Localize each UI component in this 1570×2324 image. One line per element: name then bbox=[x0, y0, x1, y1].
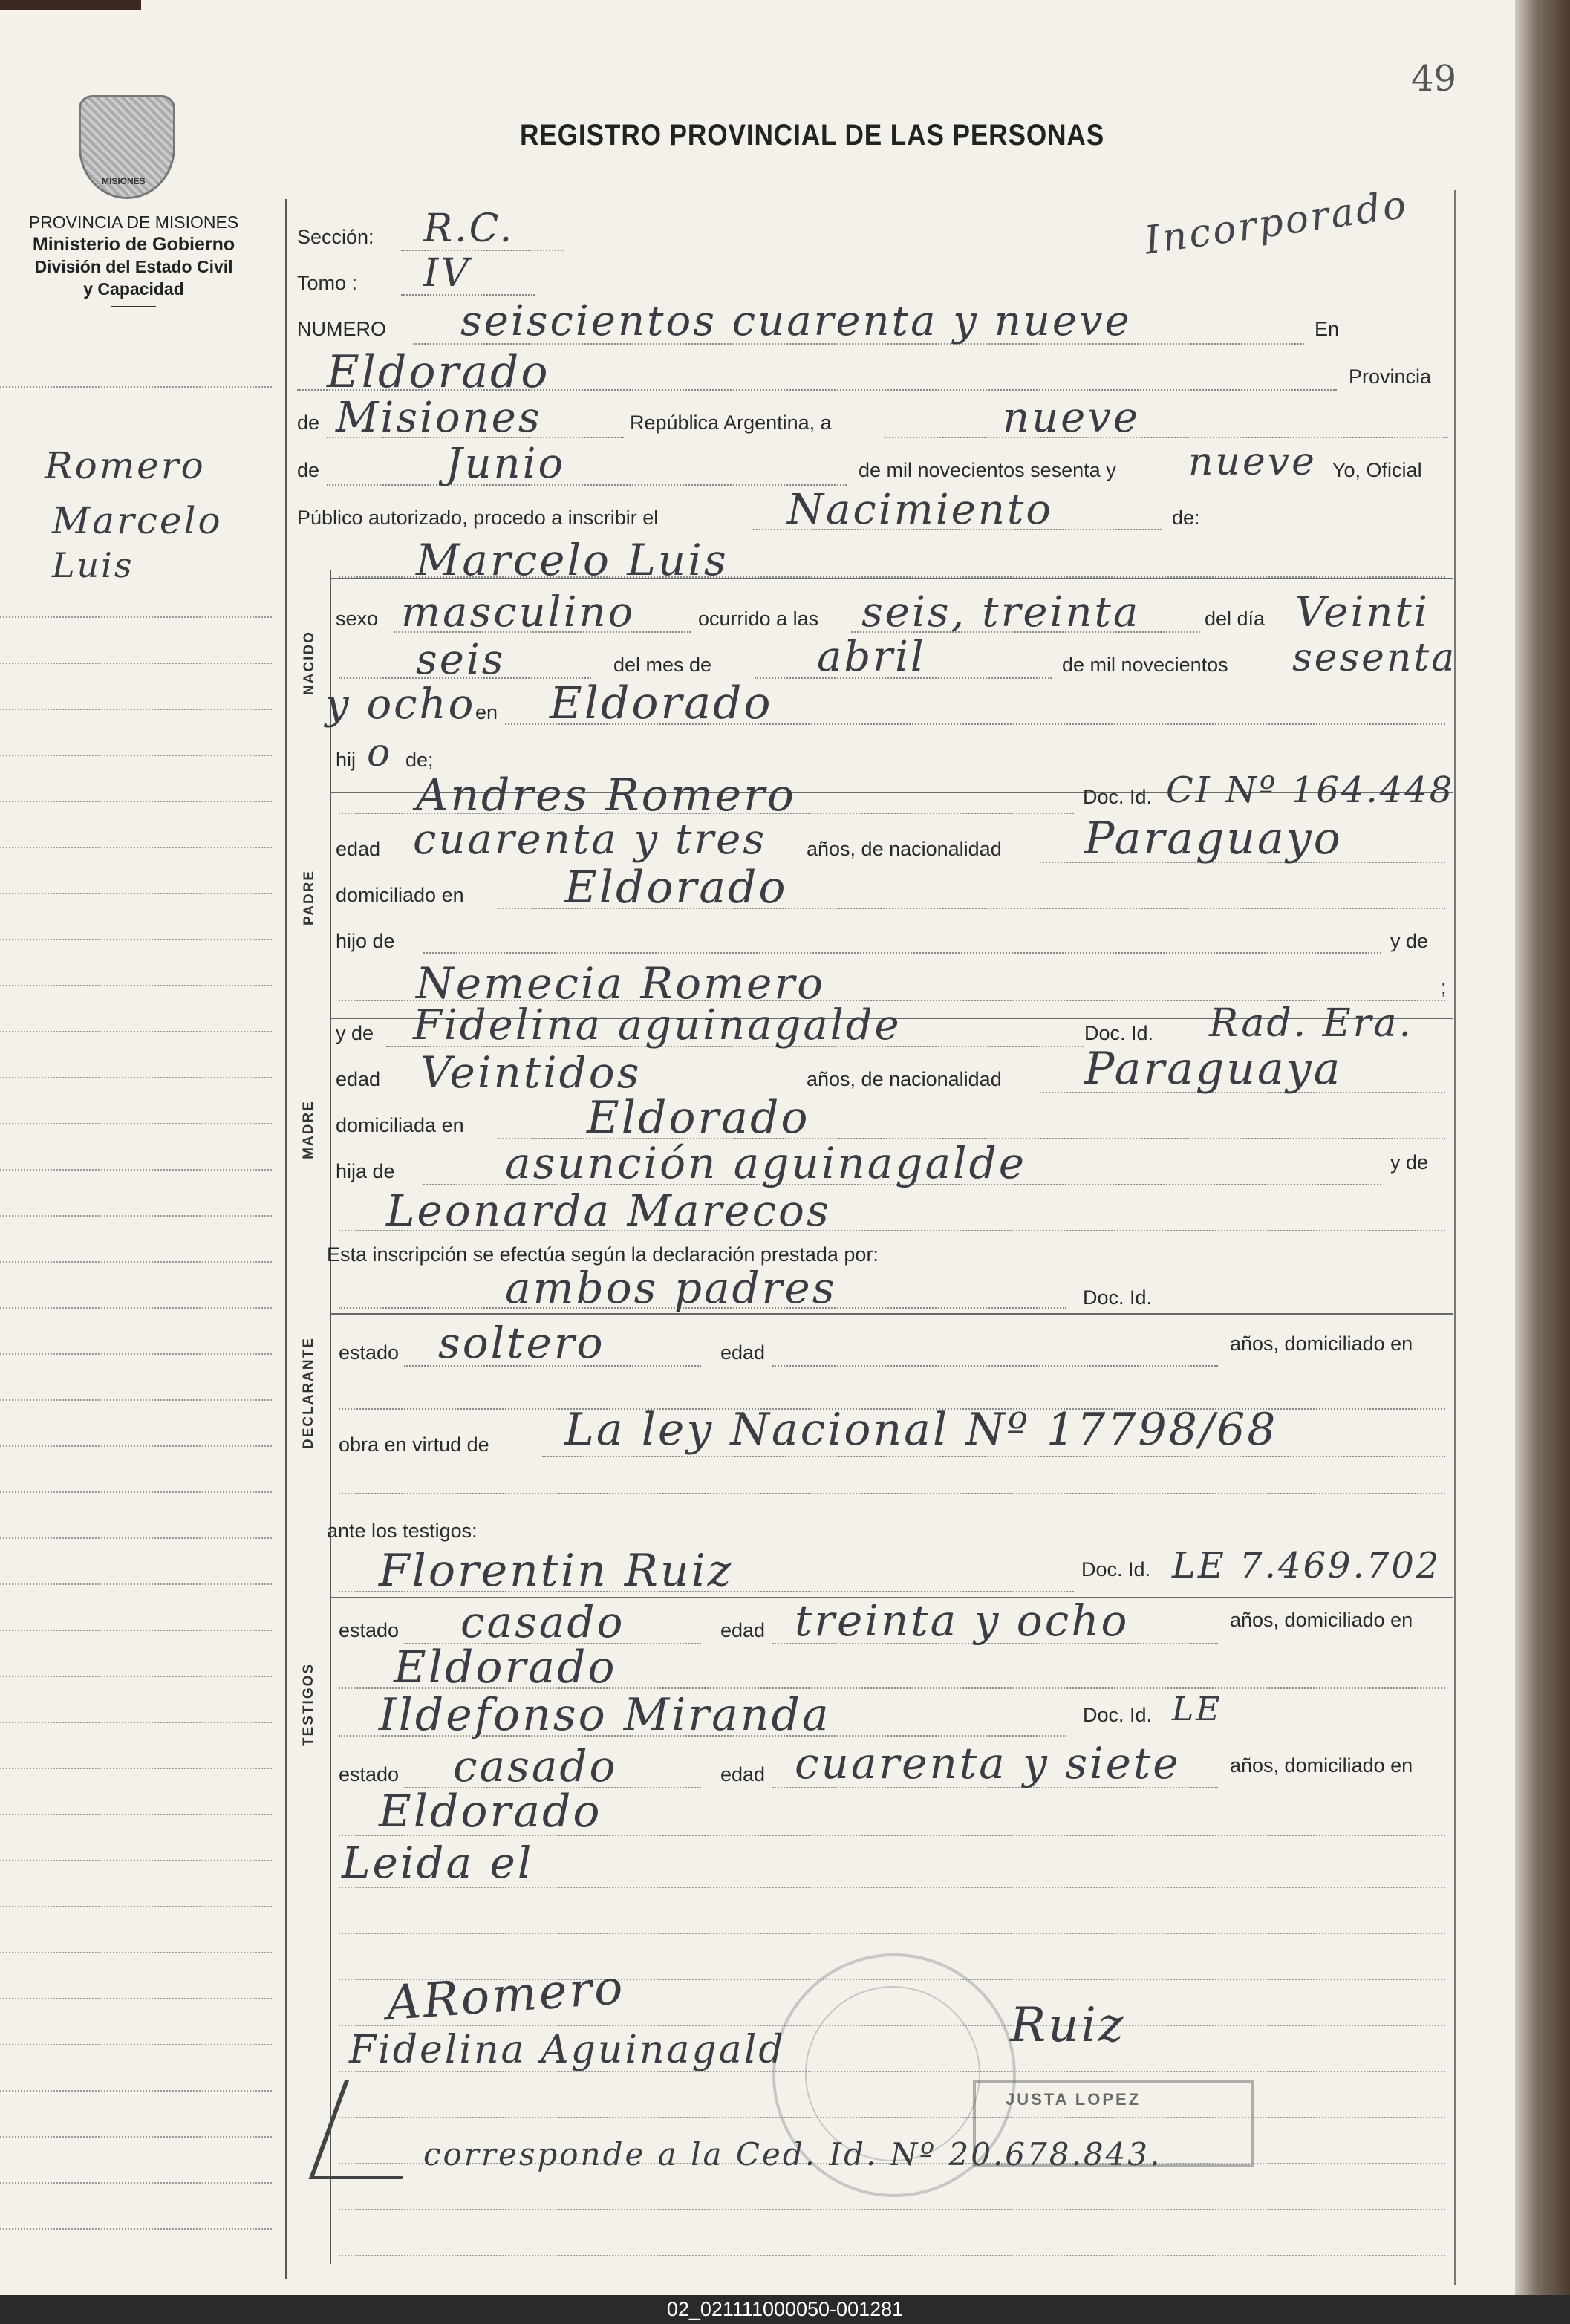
mil-novecientos-label: de mil novecientos bbox=[1062, 654, 1228, 676]
testigo1-edad-label: edad bbox=[720, 1619, 766, 1641]
hora-value: seis, treinta bbox=[861, 588, 1141, 637]
margin-rule bbox=[0, 2090, 272, 2092]
madre-dom-value: Eldorado bbox=[587, 1092, 810, 1144]
margin-rule bbox=[0, 1952, 272, 1953]
section-madre-label: MADRE bbox=[301, 1100, 316, 1159]
issuer-province: PROVINCIA DE MISIONES bbox=[28, 212, 239, 232]
testigo1-anos-label: años, domiciliado en bbox=[1230, 1609, 1413, 1631]
bottom-rule bbox=[339, 1933, 1445, 1934]
padre-nac-value: Paraguayo bbox=[1084, 813, 1343, 865]
margin-rule bbox=[0, 1676, 272, 1677]
testigo2-edad-label: edad bbox=[720, 1763, 766, 1786]
issuer-division-2: y Capacidad bbox=[83, 279, 184, 299]
margin-rule bbox=[0, 755, 272, 756]
rect-stamp-text: JUSTA LOPEZ bbox=[1006, 2090, 1141, 2109]
ley-value: La ley Nacional Nº 17798/68 bbox=[564, 1404, 1278, 1456]
padre-nombre-value: Andres Romero bbox=[416, 769, 796, 821]
corner-annotation: Incorporado bbox=[1141, 182, 1411, 264]
decl-anos-dom-label: años, domiciliado en bbox=[1230, 1332, 1413, 1355]
tomo-label: Tomo : bbox=[297, 272, 358, 294]
republica-label: República Argentina, a bbox=[630, 411, 832, 434]
testigo1-estado-value: casado bbox=[460, 1597, 625, 1647]
margin-rule bbox=[0, 939, 272, 940]
padre-anos-label: años, de nacionalidad bbox=[807, 838, 1002, 860]
bottom-rule bbox=[339, 2255, 1445, 2256]
decl-edad-label: edad bbox=[720, 1341, 766, 1364]
ocurrido-label: ocurrido a las bbox=[698, 608, 819, 630]
obra-label: obra en virtud de bbox=[339, 1433, 489, 1456]
bottom-rule bbox=[339, 1887, 1445, 1888]
madre-nac-value: Paraguaya bbox=[1084, 1043, 1343, 1095]
margin-surname: Romero bbox=[45, 444, 206, 487]
hij-suffix-value: o bbox=[367, 731, 393, 775]
madre-anos-label: años, de nacionalidad bbox=[807, 1068, 1002, 1090]
provincia-value: Misiones bbox=[336, 394, 542, 442]
padre-edad-label: edad bbox=[336, 838, 381, 860]
sexo-value: masculino bbox=[401, 588, 636, 637]
margin-rule bbox=[0, 616, 272, 618]
dia-nac-2-value: seis bbox=[416, 636, 506, 684]
sexo-label: sexo bbox=[336, 608, 379, 630]
de-label-1: de bbox=[297, 411, 320, 434]
testigo1-edad-value: treinta y ocho bbox=[795, 1595, 1130, 1646]
margin-rule bbox=[0, 1906, 272, 1907]
signature-witness: Ruiz bbox=[1010, 1998, 1126, 2053]
testigo2-value: Ildefonso Miranda bbox=[379, 1689, 831, 1741]
testigo1-doc-value: LE 7.469.702 bbox=[1172, 1545, 1442, 1586]
decl-estado-label: estado bbox=[339, 1341, 400, 1364]
padre-dom-value: Eldorado bbox=[564, 862, 788, 914]
mes-nac-value: abril bbox=[817, 633, 926, 681]
section-border bbox=[330, 570, 331, 2264]
margin-given-2: Luis bbox=[52, 545, 134, 585]
margin-rule bbox=[0, 2228, 272, 2230]
dia-value: nueve bbox=[1003, 394, 1141, 442]
book-spine bbox=[1515, 0, 1570, 2295]
madre-y-de-2-label: y de bbox=[1390, 1151, 1429, 1174]
testigo2-estado-label: estado bbox=[339, 1763, 400, 1786]
margin-rule bbox=[0, 847, 272, 848]
testigo2-estado-value: casado bbox=[453, 1741, 618, 1791]
padre-y-de-label: y de bbox=[1390, 930, 1429, 952]
provincial-seal bbox=[79, 95, 175, 199]
margin-rule bbox=[0, 1031, 272, 1032]
tomo-value: IV bbox=[423, 251, 472, 296]
page-title: REGISTRO PROVINCIAL DE LAS PERSONAS bbox=[520, 119, 1105, 152]
margin-rule bbox=[0, 1445, 272, 1447]
lugar-nac-value: Eldorado bbox=[550, 677, 773, 729]
del-mes-label: del mes de bbox=[613, 654, 712, 676]
decl-estado-value: soltero bbox=[438, 1318, 605, 1368]
hij-label: hij bbox=[336, 749, 356, 771]
margin-given-1: Marcelo bbox=[52, 499, 223, 542]
margin-rule bbox=[0, 1077, 272, 1078]
padre-doc-value: CI Nº 164.448 bbox=[1166, 769, 1455, 811]
margin-rule bbox=[0, 985, 272, 986]
en-lower-label: en bbox=[475, 701, 498, 723]
margin-rule bbox=[0, 1630, 272, 1631]
margin-rule bbox=[0, 1399, 272, 1401]
margin-rule bbox=[0, 1722, 272, 1723]
margin-rule bbox=[0, 386, 272, 388]
margin-rule bbox=[0, 1537, 272, 1539]
margin-rule bbox=[0, 2136, 272, 2138]
declarante-value: ambos padres bbox=[505, 1263, 837, 1313]
margin-rule bbox=[0, 1814, 272, 1815]
testigo2-dom-value: Eldorado bbox=[379, 1786, 602, 1838]
sesenta-label: de mil novecientos sesenta y bbox=[859, 459, 1116, 481]
seal-label: MISIONES bbox=[102, 176, 146, 186]
madre-edad-value: Veintidos bbox=[420, 1047, 642, 1098]
binding-edge bbox=[0, 0, 141, 10]
margin-rule bbox=[0, 893, 272, 894]
file-reference: 02_021111000050-001281 bbox=[666, 2298, 904, 2320]
margin-rule bbox=[0, 801, 272, 802]
issuer-ministry: Ministerio de Gobierno bbox=[32, 234, 235, 255]
abuela-paterna-value: Nemecia Romero bbox=[416, 958, 826, 1009]
margin-rule bbox=[0, 1307, 272, 1309]
testigo1-doc-label: Doc. Id. bbox=[1081, 1558, 1151, 1581]
abuela-materna-2-value: Leonarda Marecos bbox=[386, 1185, 831, 1236]
seccion-value: R.C. bbox=[423, 206, 515, 251]
issuer-division: División del Estado Civil bbox=[34, 257, 233, 276]
page-number: 49 bbox=[1411, 58, 1457, 100]
ante-label: ante los testigos: bbox=[327, 1520, 478, 1542]
de-colon-label: de: bbox=[1172, 507, 1200, 529]
section-testigos-label: TESTIGOS bbox=[301, 1662, 316, 1746]
margin-rule bbox=[0, 709, 272, 710]
padre-doc-label: Doc. Id. bbox=[1083, 786, 1153, 808]
testigo2-anos-label: años, domiciliado en bbox=[1230, 1754, 1413, 1777]
padre-semicolon: ; bbox=[1441, 976, 1447, 998]
provincia-label: Provincia bbox=[1349, 365, 1432, 388]
margin-rule bbox=[0, 1123, 272, 1124]
de-label-2: de bbox=[297, 459, 320, 481]
margin-rule bbox=[0, 1491, 272, 1493]
numero-value: seiscientos cuarenta y nueve bbox=[460, 297, 1132, 345]
madre-nombre-value: Fidelina aguinagalde bbox=[413, 1001, 902, 1049]
final-note: corresponde a la Ced. Id. Nº 20.678.843. bbox=[423, 2136, 1162, 2172]
testigo1-value: Florentin Ruiz bbox=[379, 1545, 734, 1597]
del-dia-label: del día bbox=[1205, 608, 1266, 630]
seccion-label: Sección: bbox=[297, 226, 374, 248]
section-nacido-label: NACIDO bbox=[302, 631, 317, 695]
numero-label: NUMERO bbox=[297, 318, 386, 340]
madre-y-de-label: y de bbox=[336, 1022, 374, 1044]
leida-value: Leida el bbox=[342, 1838, 534, 1888]
lugar-value: Eldorado bbox=[327, 346, 550, 398]
hijo-de-label: hijo de bbox=[336, 930, 395, 952]
testigo1-estado-label: estado bbox=[339, 1619, 400, 1641]
margin-rule bbox=[0, 1215, 272, 1217]
acto-value: Nacimiento bbox=[787, 486, 1054, 534]
anio-value: nueve bbox=[1188, 440, 1317, 484]
margin-rule bbox=[0, 1998, 272, 1999]
left-border bbox=[285, 199, 287, 2279]
margin-rule bbox=[0, 1583, 272, 1585]
en-label: En bbox=[1315, 318, 1340, 340]
section-padre-label: PADRE bbox=[302, 869, 317, 925]
margin-rule bbox=[0, 1353, 272, 1355]
nombre-value: Marcelo Luis bbox=[416, 535, 729, 585]
round-stamp-inner bbox=[805, 1986, 980, 2161]
section-declarante-label: DECLARANTE bbox=[301, 1337, 316, 1449]
testigo2-edad-value: cuarenta y siete bbox=[795, 1738, 1181, 1788]
madre-edad-label: edad bbox=[336, 1068, 381, 1090]
margin-rule bbox=[0, 2044, 272, 2045]
dia-nac-1-value: Veinti bbox=[1295, 588, 1430, 637]
padre-dom-label: domiciliado en bbox=[336, 884, 464, 906]
madre-doc-value: Rad. Era. bbox=[1209, 1001, 1414, 1046]
margin-rule bbox=[0, 1768, 272, 1769]
footer-bar bbox=[0, 2295, 1570, 2324]
mes-value: Junio bbox=[446, 440, 566, 488]
issuer-divider bbox=[111, 306, 156, 307]
anio-nac-1-value: sesenta bbox=[1292, 636, 1457, 680]
testigo2-doc-label: Doc. Id. bbox=[1083, 1704, 1153, 1726]
madre-dom-label: domiciliada en bbox=[336, 1114, 464, 1136]
madre-doc-label: Doc. Id. bbox=[1084, 1022, 1154, 1044]
publico-label: Público autorizado, procedo a inscribir el bbox=[297, 507, 659, 529]
testigo1-dom-value: Eldorado bbox=[394, 1641, 617, 1693]
testigo2-doc-value: LE bbox=[1172, 1690, 1222, 1728]
declaracion-label: Esta inscripción se efectúa según la declaración prestada por: bbox=[327, 1243, 879, 1266]
margin-rule bbox=[0, 1261, 272, 1263]
margin-rule bbox=[0, 1169, 272, 1171]
bottom-rule bbox=[339, 2209, 1445, 2210]
hija-de-label: hija de bbox=[336, 1160, 395, 1182]
margin-rule bbox=[0, 2182, 272, 2184]
declarante-doc-label: Doc. Id. bbox=[1083, 1286, 1153, 1309]
margin-rule bbox=[0, 663, 272, 664]
signature-mother: Fidelina Aguinagald bbox=[349, 2028, 786, 2072]
de-semi-label: de; bbox=[405, 749, 434, 771]
issuer-block bbox=[0, 211, 267, 307]
margin-rule bbox=[0, 1860, 272, 1861]
padre-edad-value: cuarenta y tres bbox=[413, 816, 767, 864]
right-border bbox=[1454, 190, 1456, 2285]
abuela-materna-1-value: asunción aguinagalde bbox=[505, 1138, 1027, 1188]
signature-father: ARomero bbox=[384, 1959, 627, 2032]
yo-oficial-label: Yo, Oficial bbox=[1332, 459, 1422, 481]
anio-nac-2-value: y ocho bbox=[325, 680, 476, 729]
